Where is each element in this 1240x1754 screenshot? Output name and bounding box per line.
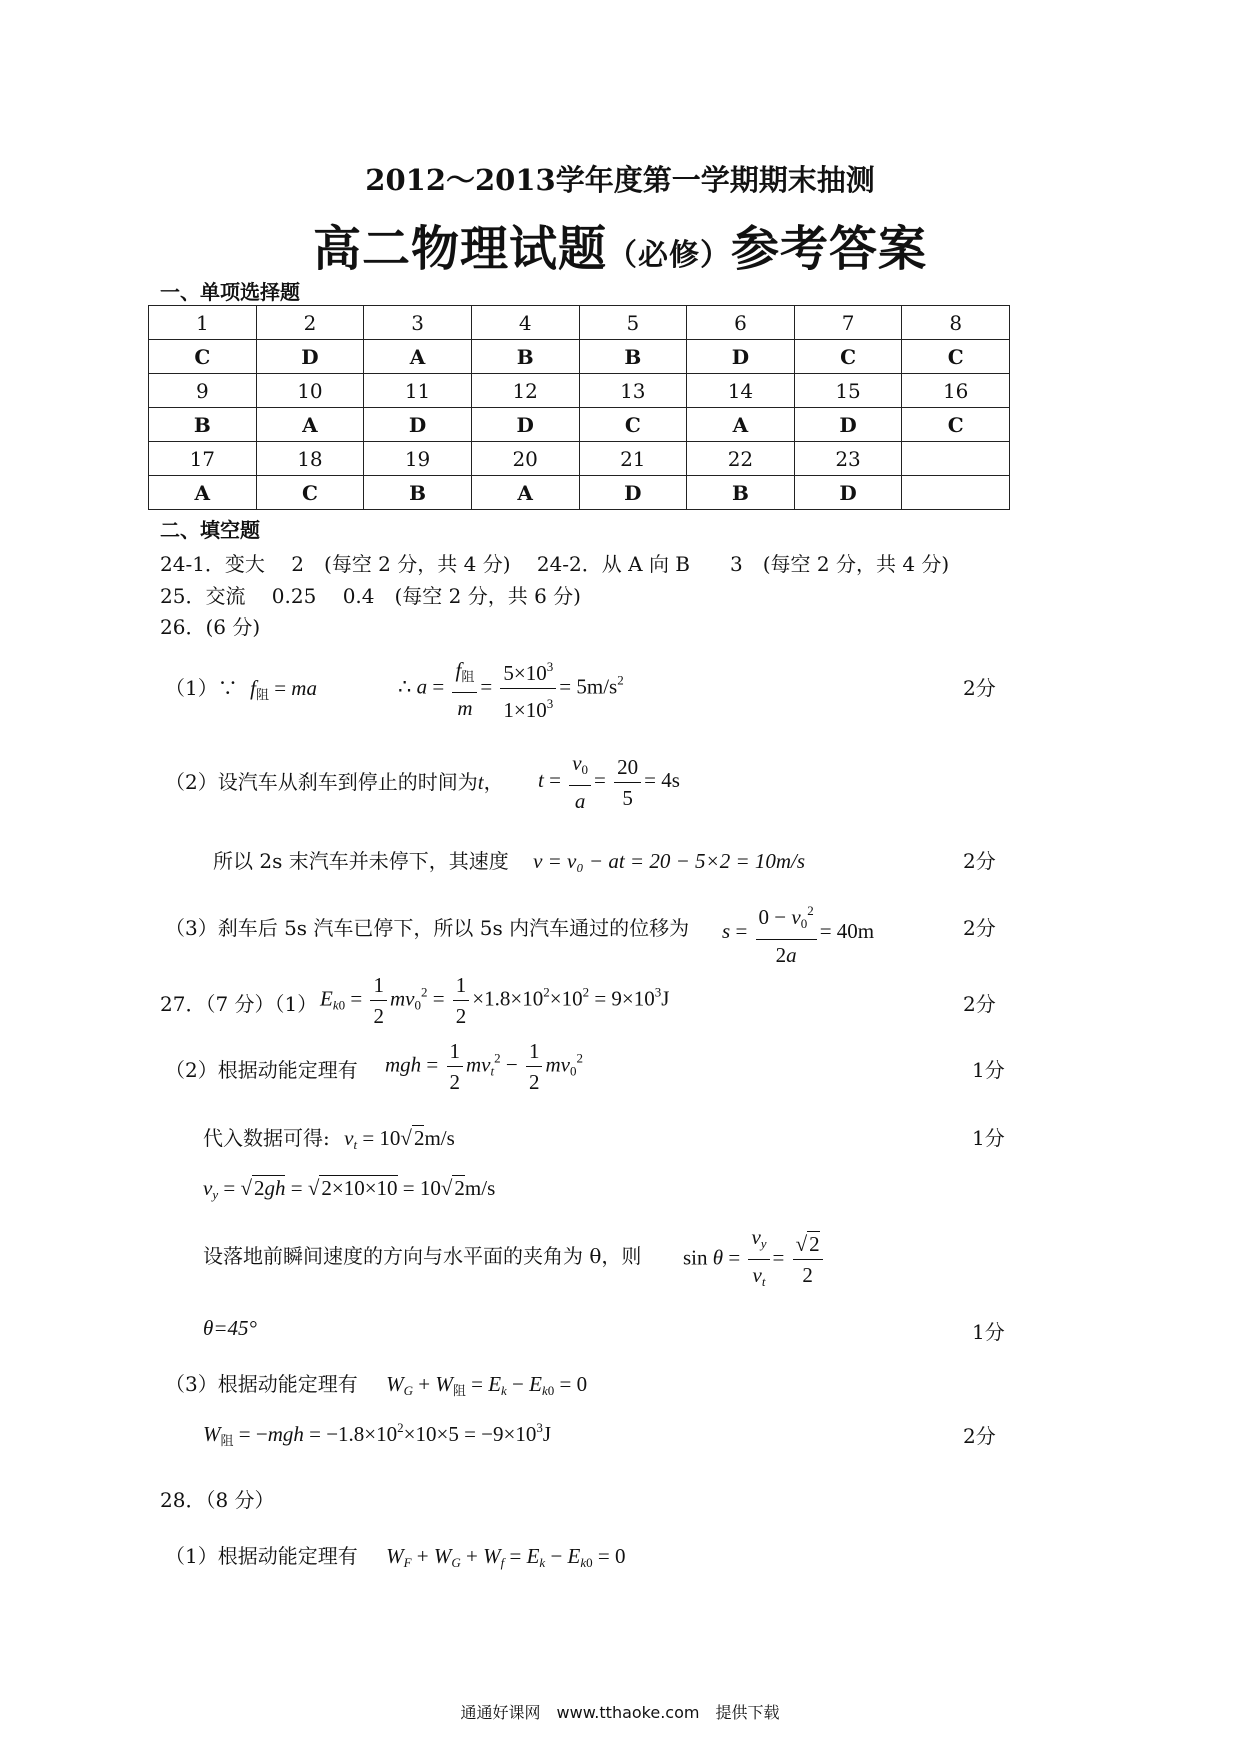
answer-26-heading: 26．(6 分) <box>160 615 261 639</box>
q26-part3 <box>165 912 689 941</box>
q27-part2b-score: 1分 <box>972 1126 1005 1150</box>
answer-letter-cell: A <box>687 408 795 442</box>
q28-part1: （1）根据动能定理有 $W_F + W_G + W_f = E_k - E_{k0} = 0$ <box>165 1544 626 1570</box>
answer-letter-cell: A <box>471 476 579 510</box>
question-number-cell: 22 <box>687 442 795 476</box>
q27-part2-text: （2）根据动能定理有 <box>165 1058 358 1082</box>
answer-letter-cell: D <box>364 408 472 442</box>
answer-letter-cell: C <box>256 476 364 510</box>
q27-vy-equation: $v_y = √2gh = √2\times 10\times 10 = 10√2m/s$ <box>203 1176 496 1202</box>
answer-letter-cell: A <box>256 408 364 442</box>
question-number-cell: 13 <box>579 374 687 408</box>
answer-letter-cell: D <box>687 340 795 374</box>
question-number-cell: 12 <box>471 374 579 408</box>
q26-part1-label: （1）∵ <box>165 676 238 700</box>
question-number-cell: 14 <box>687 374 795 408</box>
question-number-cell <box>902 442 1010 476</box>
exam-main-title <box>0 210 1240 279</box>
answer-letter-cell: C <box>149 340 257 374</box>
answer-letter-cell: A <box>149 476 257 510</box>
answer-table <box>148 305 1010 510</box>
footer-source: 通通好课网 www.tthaoke.com 提供下载 <box>460 1703 780 1722</box>
q27-part2b-text: 代入数据可得: <box>203 1126 330 1150</box>
question-number-cell: 18 <box>256 442 364 476</box>
answer-letter-cell: D <box>794 476 902 510</box>
question-number-cell: 11 <box>364 374 472 408</box>
q27-angle-result: θ=45° <box>203 1316 257 1340</box>
q27-sin-equation: sin θ = $\frac{v_y}{v_t}$ = $\frac{√2}{2}$ <box>683 1222 826 1297</box>
answer-letter-cell <box>902 476 1010 510</box>
q27-part3-text: （3）根据动能定理有 <box>165 1372 358 1396</box>
q27-part1 <box>160 988 317 1017</box>
answer-24: 24-1．变大 2 (每空 2 分，共 4 分) 24-2．从 A 向 B 3 (每空 2 分，共 4 分) <box>160 552 950 576</box>
question-number-cell: 1 <box>149 306 257 340</box>
question-number-cell: 10 <box>256 374 364 408</box>
question-number-cell: 7 <box>794 306 902 340</box>
answer-letter-cell: D <box>579 476 687 510</box>
q26-part2-label: （2）设汽车从刹车到停止的时间为 <box>165 770 478 794</box>
question-number-row <box>149 442 1010 476</box>
q27-part2-equation: mgh = $\frac{1}{2}$ $mv_t^2$ − $\frac{1}{2}$ $mv_0^2$ <box>385 1036 583 1097</box>
title-paren: （必修） <box>607 238 731 273</box>
answer-letter-cell: D <box>256 340 364 374</box>
exam-year-title: 2012～2013学年度第一学期期末抽测 <box>365 163 875 197</box>
question-number-cell: 16 <box>902 374 1010 408</box>
question-number-cell: 5 <box>579 306 687 340</box>
q26-part2b-equation: v = v₀ − at = 20 − 5×2 = 10m/s <box>533 849 806 873</box>
q26-part1: （1）∵ $f_阻$ = ma <box>165 676 317 702</box>
question-number-cell: 9 <box>149 374 257 408</box>
q26-part1-score: 2分 <box>963 676 996 700</box>
q27-head: 27．（7 分）（1） <box>160 992 318 1016</box>
answer-letter-cell: B <box>471 340 579 374</box>
answer-letter-cell: C <box>794 340 902 374</box>
answer-letter-cell: C <box>902 340 1010 374</box>
question-number-cell: 15 <box>794 374 902 408</box>
answer-letter-row <box>149 408 1010 442</box>
question-number-cell: 2 <box>256 306 364 340</box>
q26-part2b-score: 2分 <box>963 849 996 873</box>
q26-part2: （2）设汽车从刹车到停止的时间为t， <box>165 770 504 794</box>
q26-part3-text: （3）刹车后 5s 汽车已停下，所以 5s 内汽车通过的位移为 <box>165 916 690 940</box>
q27-part3: （3）根据动能定理有 $W_G + W_阻 = E_k - E_{k0} = 0$ <box>165 1372 588 1398</box>
q27-part1-equation: $E_{k0}$ = $\frac{1}{2}$ $mv_0^2$ = $\frac{1}{2}$ $\times 1.8\times 10^2\times 10^2 = 9\times 10^3J$ <box>320 970 669 1031</box>
answer-letter-cell: C <box>579 408 687 442</box>
q26-part2-equation: t = $\frac{v_0}{a}$ = $\frac{20}{5}$ = 4s <box>538 748 680 816</box>
answer-letter-row <box>149 340 1010 374</box>
q27-part2e-score: 1分 <box>972 1320 1005 1344</box>
q27-part3b-score: 2分 <box>963 1424 996 1448</box>
answer-28-heading: 28．（8 分） <box>160 1488 275 1512</box>
q27-part2-score: 1分 <box>972 1058 1005 1082</box>
answer-letter-cell: B <box>579 340 687 374</box>
answer-letter-cell: B <box>364 476 472 510</box>
question-number-cell: 19 <box>364 442 472 476</box>
q26-part3-equation: s = $\frac{0 - v_0^2}{2a}$ = 40m <box>722 896 874 970</box>
answer-letter-cell: A <box>364 340 472 374</box>
q26-part3-score: 2分 <box>963 916 996 940</box>
question-number-row <box>149 374 1010 408</box>
answer-letter-cell: B <box>149 408 257 442</box>
answer-letter-cell: D <box>794 408 902 442</box>
question-number-cell: 21 <box>579 442 687 476</box>
q26-part1-equation: ∴ a = $\frac{f_阻}{m}$ = $\frac{5\times 10^3}{1\times 10^3}$ = $5m/s^2$ <box>398 652 624 725</box>
q27-part2d-text: 设落地前瞬间速度的方向与水平面的夹角为 θ，则 <box>203 1244 642 1268</box>
q26-part2b-text: 所以 2s 末汽车并未停下，其速度 <box>213 849 509 873</box>
q27-part2b: 代入数据可得: $v_t = 10√2m/s$ <box>203 1126 455 1152</box>
question-number-cell: 6 <box>687 306 795 340</box>
q28-part1-text: （1）根据动能定理有 <box>165 1544 358 1568</box>
question-number-row <box>149 306 1010 340</box>
question-number-cell: 20 <box>471 442 579 476</box>
q26-part2b <box>213 845 805 874</box>
question-number-cell: 8 <box>902 306 1010 340</box>
answer-25: 25．交流 0.25 0.4 (每空 2 分，共 6 分) <box>160 584 581 608</box>
answer-letter-cell: C <box>902 408 1010 442</box>
answer-letter-cell: B <box>687 476 795 510</box>
q27-part2d <box>203 1240 641 1269</box>
title-subject: 高二物理试题 <box>312 221 607 277</box>
title-tail: 参考答案 <box>731 221 928 277</box>
question-number-cell: 17 <box>149 442 257 476</box>
q27-part3-equation: $W_阻 = -mgh = -1.8\times 10^2\times 10\times 5 = -9\times 10^3J$ <box>203 1420 552 1448</box>
answer-letter-row <box>149 476 1010 510</box>
question-number-cell: 4 <box>471 306 579 340</box>
answer-letter-cell: D <box>471 408 579 442</box>
section-heading-fill: 二、填空题 <box>160 518 260 542</box>
q27-part1-score: 2分 <box>963 992 996 1016</box>
q27-part2 <box>165 1054 358 1083</box>
section-heading-choice: 一、单项选择题 <box>160 280 300 304</box>
question-number-cell: 23 <box>794 442 902 476</box>
question-number-cell: 3 <box>364 306 472 340</box>
